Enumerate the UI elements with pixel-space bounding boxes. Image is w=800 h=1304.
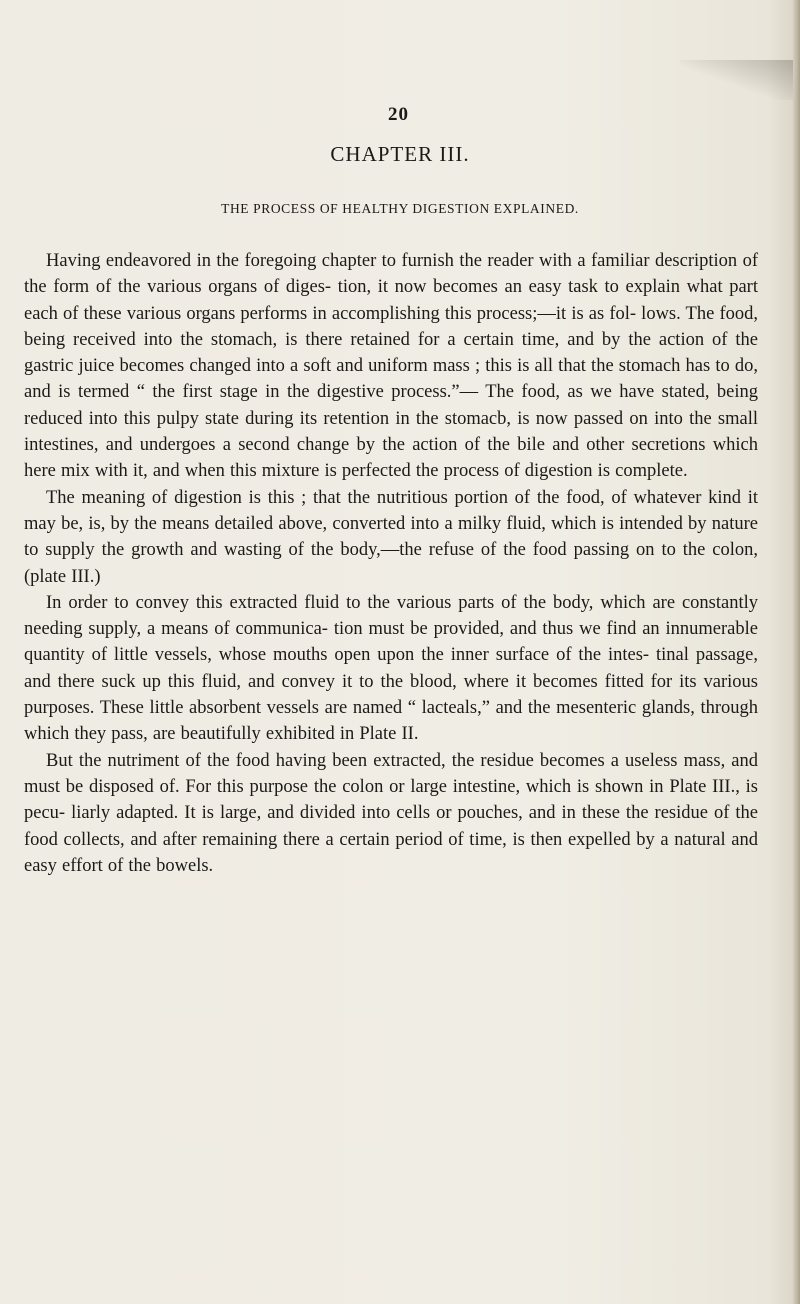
chapter-subtitle: THE PROCESS OF HEALTHY DIGESTION EXPLAINED. xyxy=(221,201,579,216)
paragraph-3: In order to convey this extracted fluid to the various parts of the body, which are constantly needing supply, a means of communica- tion must be provided, and thus we find an innumerable quantity of little vessels, whose mouths open upon the inner surface of the intes- tinal passage, and there suck up this fluid, and convey it to the blood, where it becomes fitted for its various purposes. These little absorbent vessels are named “ lacteals,” and the mesenteric glands, through which they pass, are beautifully exhibited in Plate II. xyxy=(24,592,758,745)
paragraph-1: Having endeavored in the foregoing chapter to furnish the reader with a familiar description of the form of the various organs of diges- tion, it now becomes an easy task to explain what part each of these various organs performs in accomplishing this process;—it is as fol- lows. The food, being received into the stomach, is there retained for a certain time, and by the action of the gastric juice becomes changed into a soft and uniform mass ; this is all that the stomach has to do, and is termed “ the first stage in the digestive process.”— The food, as we have stated, being reduced into this pulpy state during its retention in the stomacb, is now passed on into the small intestines, and undergoes a second change by the action of the bile and other secretions which here mix with it, and when this mixture is perfected the process of digestion is complete. xyxy=(24,251,758,482)
page-edge xyxy=(793,0,800,1304)
page-shadow xyxy=(680,60,800,100)
page-number: 20 xyxy=(388,104,409,125)
body-text xyxy=(24,248,784,879)
paragraph-4: But the nutriment of the food having been extracted, the residue becomes a useless mass, and must be disposed of. For this purpose the colon or large intestine, which is shown in Plate III., is pecu- liarly adapted. It is large, and divided into cells or pouches, and in these the residue of the food collects, and after remaining there a certain period of time, is then expelled by a natural and easy effort of the bowels. xyxy=(24,750,758,876)
paragraph-2: The meaning of digestion is this ; that the nutritious portion of the food, of whatever kind it may be, is, by the means detailed above, converted into a milky fluid, which is intended by nature to supply the growth and wasting of the body,—the refuse of the food passing on to the colon, (plate III.) xyxy=(24,487,758,587)
chapter-title: CHAPTER III. xyxy=(330,142,470,166)
